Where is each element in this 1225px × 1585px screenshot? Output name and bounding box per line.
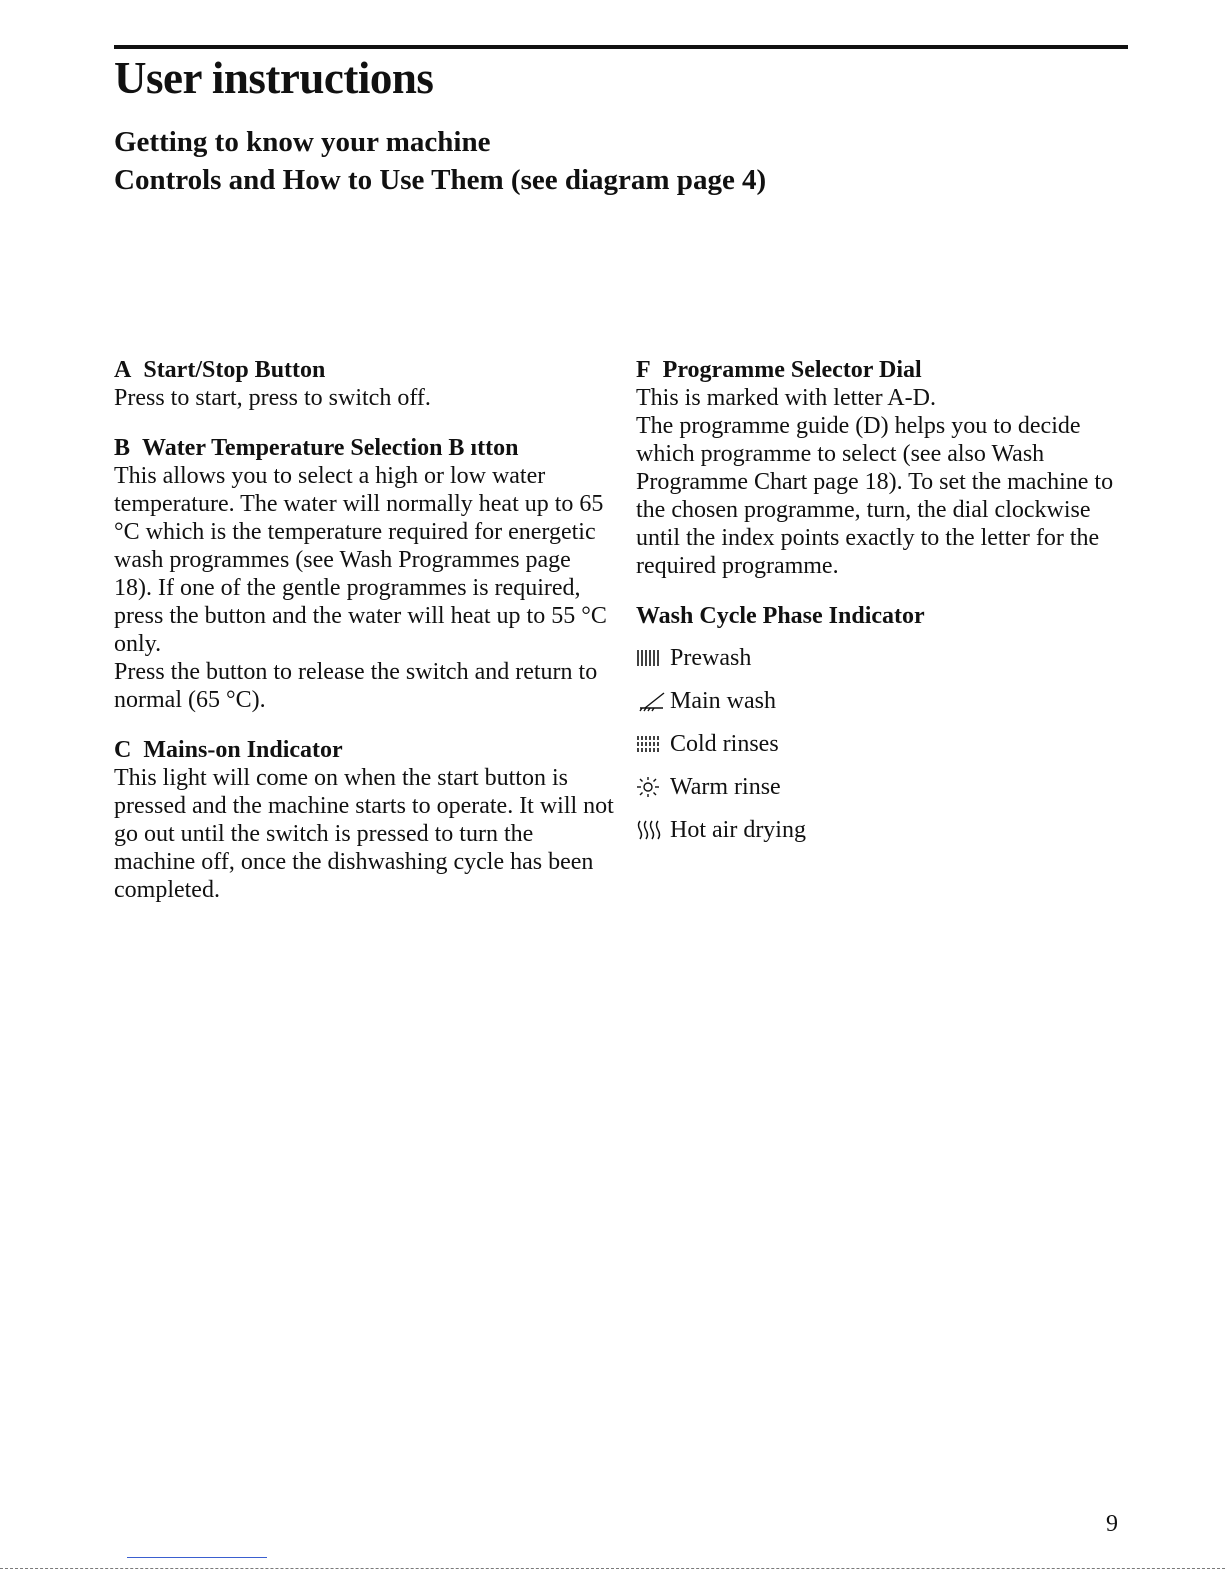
right-column	[636, 356, 1136, 859]
indicator-label: Main wash	[670, 688, 776, 714]
bottom-link-rule	[127, 1557, 267, 1558]
main-wash-icon	[636, 690, 670, 712]
control-a	[114, 356, 614, 412]
control-b-heading	[114, 434, 614, 462]
control-f-heading	[636, 356, 1136, 384]
section-subtitle: Controls and How to Use Them (see diagram page 4)	[114, 164, 767, 196]
control-paragraph: This allows you to select a high or low water temperature. The water will normally heat up to 65 °C which is the temperature required for energetic wash programmes (see Wash Programmes page 18). If one of the gentle programmes is required, press the button and the water will heat up to 55 °C only.	[114, 463, 607, 657]
indicator-label: Prewash	[670, 645, 752, 671]
hot-air-drying-icon	[636, 819, 670, 841]
bottom-dashed-rule	[0, 1568, 1225, 1569]
indicator-label: Warm rinse	[670, 774, 781, 800]
control-b	[114, 434, 614, 714]
warm-rinse-icon	[636, 776, 670, 798]
cold-rinses-icon	[636, 734, 670, 754]
control-title: Water Temperature Selection B ıtton	[142, 435, 519, 461]
section-title: Getting to know your machine	[114, 126, 491, 158]
control-title: Programme Selector Dial	[662, 357, 922, 383]
control-title: Mains-on Indicator	[143, 737, 343, 763]
control-f	[636, 356, 1136, 580]
control-letter: A	[114, 357, 132, 383]
indicator-label: Hot air drying	[670, 817, 806, 843]
control-c-heading	[114, 736, 614, 764]
indicator-heading: Wash Cycle Phase Indicator	[636, 603, 925, 629]
control-letter: C	[114, 737, 132, 763]
control-f-body	[636, 384, 1136, 580]
page-number: 9	[1106, 1511, 1118, 1537]
control-a-body	[114, 384, 614, 412]
prewash-icon	[636, 648, 670, 668]
control-b-body	[114, 462, 614, 714]
indicator-cold-rinses	[636, 730, 1136, 758]
control-c	[114, 736, 614, 904]
indicator-hot-air-drying	[636, 816, 1136, 844]
control-paragraph: This light will come on when the start button is pressed and the machine starts to operate. It will not go out until the switch is pressed to turn the machine off, once the dishwashing cycle has been completed.	[114, 765, 614, 903]
control-c-body	[114, 764, 614, 904]
control-letter: F	[636, 357, 651, 383]
control-paragraph: Press to start, press to switch off.	[114, 385, 431, 411]
control-paragraph: The programme guide (D) helps you to decide which programme to select (see also Wash Programme Chart page 18). To set the machine to the chosen programme, turn, the dial clockwise until the index points exactly to the letter for the required programme.	[636, 413, 1114, 579]
indicator-warm-rinse	[636, 773, 1136, 801]
top-rule	[114, 45, 1128, 49]
control-letter: B	[114, 435, 131, 461]
control-a-heading	[114, 356, 614, 384]
page-title: User instructions	[114, 53, 434, 103]
left-column	[114, 356, 614, 926]
control-paragraph: This is marked with letter A-D.	[636, 385, 936, 411]
control-paragraph: Press the button to release the switch and return to normal (65 °C).	[114, 659, 598, 713]
control-title: Start/Stop Button	[143, 357, 326, 383]
indicator-main-wash	[636, 687, 1136, 715]
indicator-label: Cold rinses	[670, 731, 779, 757]
indicator-prewash	[636, 644, 1136, 672]
